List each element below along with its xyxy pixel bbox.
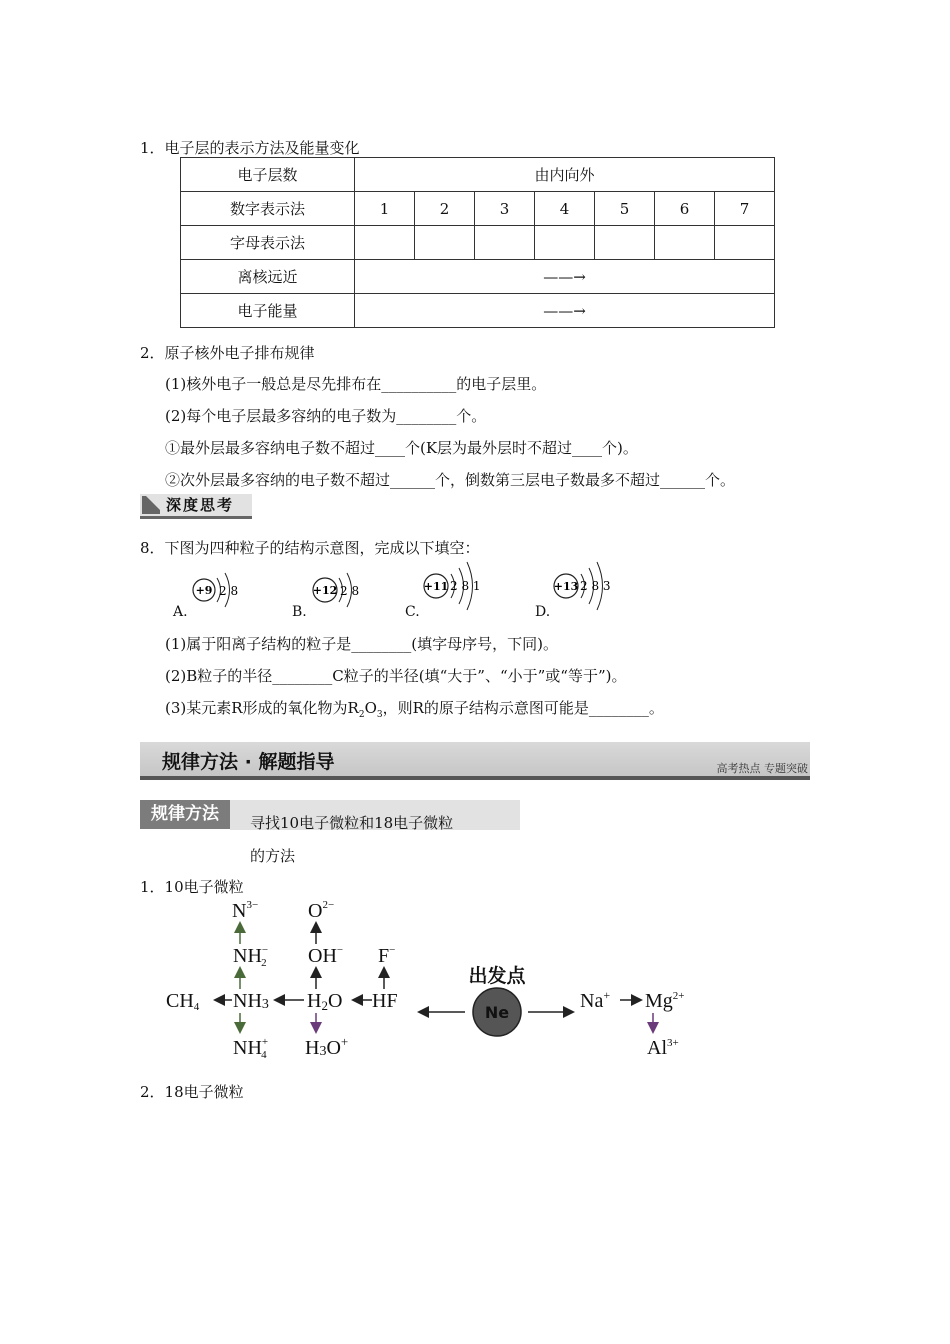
- q8-answer-1: (1)属于阳离子结构的粒子是________(填字母序号，下同)。: [165, 635, 558, 653]
- row-label-distance: 离核远近: [181, 260, 355, 294]
- q8-stem: 8．下图为四种粒子的结构示意图，完成以下填空：: [140, 539, 480, 557]
- number-cell: 4: [535, 192, 595, 226]
- formula-o2-minus: $O^{2-}$: [308, 899, 335, 922]
- formula-h2o: H2O: [307, 990, 343, 1013]
- formula-nh3: NH3: [233, 990, 269, 1012]
- letter-cell: [415, 226, 475, 260]
- deep-thinking-header: [140, 494, 252, 519]
- rule-4: ②次外层最多容纳的电子数不超过______个，倒数第三层电子数最多不超过______个。: [165, 471, 736, 489]
- q8-answer-3: (3)某元素R形成的氧化物为$R_2O_3$，则R的原子结构示意图可能是________。: [165, 699, 664, 720]
- corner-icon: [142, 496, 160, 514]
- number-cell: 2: [415, 192, 475, 226]
- shell-counts: 2 8: [340, 584, 360, 598]
- formula-oh-minus: OH−: [308, 944, 344, 967]
- formula-mg2-plus: $Mg^{2+}$: [645, 990, 685, 1012]
- particle-d-label: D.: [535, 604, 551, 620]
- rule-1: (1)核外电子一般总是尽先排布在__________的电子层里。: [165, 375, 547, 393]
- ne-label: Ne: [484, 1003, 510, 1022]
- formula-nh4-plus: NH+ 4: [233, 1036, 269, 1061]
- energy-arrow: ——→: [355, 294, 775, 328]
- number-cell: 5: [595, 192, 655, 226]
- letter-cell: [355, 226, 415, 260]
- formula-h3o-plus: H3O+: [305, 1034, 349, 1059]
- nucleus-charge: +12: [312, 584, 338, 597]
- ten-electron-diagram: [160, 892, 720, 1067]
- formula-ch4: CH4: [166, 990, 200, 1013]
- row-label-letter: 字母表示法: [181, 226, 355, 260]
- row-label-number: 数字表示法: [181, 192, 355, 226]
- letter-cell: [535, 226, 595, 260]
- formula-hf: HF: [372, 990, 398, 1012]
- section1-title: 1．电子层的表示方法及能量变化: [140, 139, 360, 157]
- nucleus-charge: +9: [195, 584, 213, 597]
- method-line-2: 的方法: [250, 847, 296, 865]
- deep-thinking-label: 深度思考: [166, 496, 235, 514]
- rule-3: ①最外层最多容纳电子数不超过____个(K层为最外层时不超过____个)。: [165, 439, 638, 457]
- banner-title: 规律方法 · 解题指导: [162, 751, 335, 773]
- letter-cell: [655, 226, 715, 260]
- number-cell: 7: [715, 192, 775, 226]
- row-label-layers: 电子层数: [181, 158, 355, 192]
- shell-counts: 2 8 3: [580, 579, 611, 593]
- number-cell: 1: [355, 192, 415, 226]
- formula-na-plus: Na+: [580, 988, 611, 1012]
- e10-title: 1．10电子微粒: [140, 878, 244, 896]
- formula-nh2-minus: NH− 2: [233, 944, 269, 969]
- distance-arrow: ——→: [355, 260, 775, 294]
- nucleus-charge: +13: [553, 580, 579, 593]
- shell-counts: 2 8 1: [450, 579, 481, 593]
- number-cell: 3: [475, 192, 535, 226]
- rule-2: (2)每个电子层最多容纳的电子数为________个。: [165, 407, 487, 425]
- start-point-label: 出发点: [468, 965, 526, 987]
- letter-cell: [595, 226, 655, 260]
- formula-n3-minus: $N^{3-}$: [232, 899, 259, 922]
- particle-c-label: C.: [405, 604, 420, 620]
- particle-a-label: A.: [173, 604, 188, 620]
- row-label-energy: 电子能量: [181, 294, 355, 328]
- method-banner: [140, 742, 810, 780]
- formula-f-minus: F−: [378, 944, 396, 967]
- q8-answer-2: (2)B粒子的半径________C粒子的半径(填“大于”、“小于”或“等于”)。: [165, 667, 627, 685]
- shell-counts: 2 8: [219, 584, 239, 598]
- letter-cell: [715, 226, 775, 260]
- electron-layer-table: [180, 157, 775, 328]
- direction-cell: 由内向外: [355, 158, 775, 192]
- formula-al3-plus: $Al^{3+}$: [647, 1037, 679, 1059]
- nucleus-charge: +11: [423, 580, 449, 593]
- e18-title: 2．18电子微粒: [140, 1083, 244, 1101]
- method-line-1: 寻找10电子微粒和18电子微粒: [250, 814, 454, 832]
- letter-cell: [475, 226, 535, 260]
- particle-b-label: B.: [292, 604, 307, 620]
- banner-tag: 高考热点 专题突破: [716, 762, 808, 775]
- number-cell: 6: [655, 192, 715, 226]
- method-box: 规律方法: [140, 800, 230, 829]
- section2-title: 2．原子核外电子排布规律: [140, 344, 315, 362]
